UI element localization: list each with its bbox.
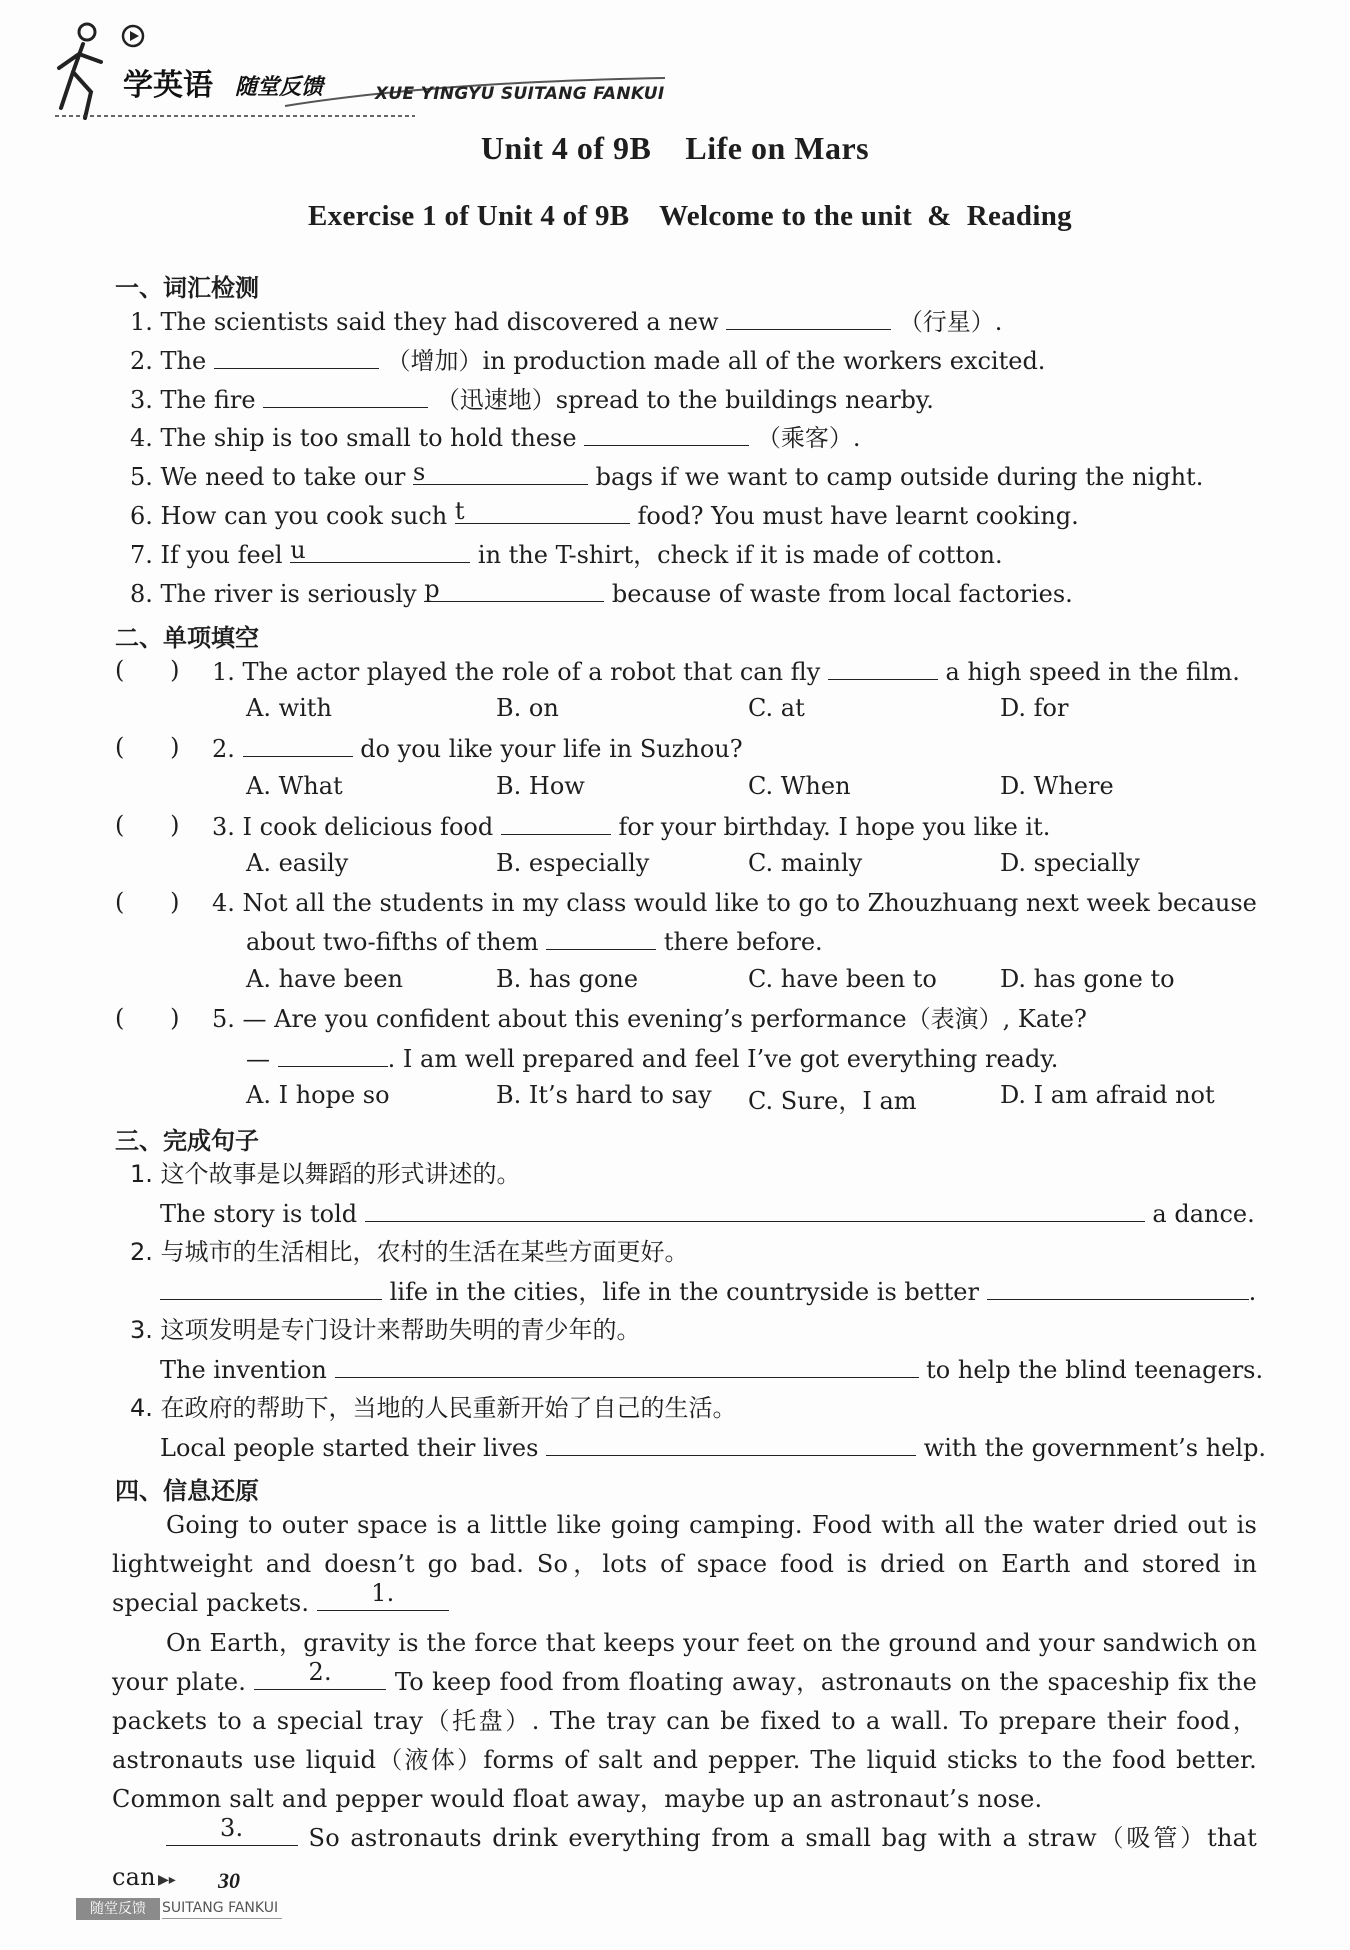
answer-blank[interactable] bbox=[726, 306, 891, 330]
answer-blank[interactable]: u bbox=[290, 539, 470, 563]
vocab-item-7: 7. If you feel u in the T-shirt，check if it is made of cotton. bbox=[130, 536, 1003, 569]
option-b: B. especially bbox=[496, 849, 650, 877]
answer-bracket[interactable]: ( ) bbox=[115, 733, 180, 761]
option-c: C. have been to bbox=[748, 965, 937, 993]
option-d: D. has gone to bbox=[1000, 965, 1175, 993]
footer-divider bbox=[162, 1918, 282, 1919]
mc-question-5-cont: — . I am well prepared and feel I’ve got everything ready. bbox=[246, 1045, 1059, 1073]
option-d: D. specially bbox=[1000, 849, 1140, 877]
page-number: 30 bbox=[218, 1868, 240, 1893]
answer-blank[interactable]: 1. bbox=[317, 1587, 449, 1611]
answer-bracket[interactable]: ( ) bbox=[115, 1004, 180, 1032]
vocab-item-8: 8. The river is seriously p because of waste from local factories. bbox=[130, 575, 1073, 608]
mc-question-2: 2. do you like your life in Suzhou? bbox=[212, 735, 743, 763]
vocab-item-1: 1. The scientists said they had discovered a new （行星）. bbox=[130, 308, 1003, 336]
answer-blank[interactable] bbox=[243, 733, 353, 757]
answer-blank[interactable]: p bbox=[424, 578, 604, 602]
answer-blank[interactable] bbox=[584, 422, 749, 446]
mc-question-4-cont: about two-fifths of them there before. bbox=[246, 928, 823, 956]
option-c: C. mainly bbox=[748, 849, 863, 877]
footer-label-chinese: 随堂反馈 bbox=[76, 1898, 160, 1920]
vocab-item-3: 3. The fire （迅速地）spread to the buildings nearby. bbox=[130, 386, 934, 414]
option-d: D. Where bbox=[1000, 772, 1114, 800]
mc-question-3: 3. I cook delicious food for your birthday. I hope you like it. bbox=[212, 813, 1051, 841]
answer-blank[interactable] bbox=[214, 345, 379, 369]
mc-question-5: 5. — Are you confident about this evening’s performance（表演）, Kate? bbox=[212, 1005, 1087, 1033]
header-logo bbox=[55, 22, 675, 132]
sentence-4-english: Local people started their lives with the government’s help. bbox=[160, 1434, 1267, 1462]
passage-paragraph-3: 3. So astronauts drink everything from a small bag with a straw（吸管）that can bbox=[112, 1814, 1257, 1891]
answer-bracket[interactable]: ( ) bbox=[115, 811, 180, 839]
option-b: B. has gone bbox=[496, 965, 639, 993]
sentence-3-chinese: 3. 这项发明是专门设计来帮助失明的青少年的。 bbox=[130, 1316, 641, 1344]
answer-blank[interactable] bbox=[987, 1276, 1249, 1300]
mc-question-4: 4. Not all the students in my class would like to go to Zhouzhuang next week because bbox=[212, 889, 1257, 917]
answer-blank[interactable] bbox=[501, 811, 611, 835]
option-a: A. easily bbox=[246, 849, 349, 877]
answer-bracket[interactable]: ( ) bbox=[115, 888, 180, 916]
option-a: A. with bbox=[246, 694, 332, 722]
sentence-3-english: The invention to help the blind teenagers. bbox=[160, 1356, 1264, 1384]
option-b: B. How bbox=[496, 772, 585, 800]
vocab-item-4: 4. The ship is too small to hold these （乘客）. bbox=[130, 424, 861, 452]
answer-blank[interactable] bbox=[546, 1432, 916, 1456]
vocab-item-2: 2. The （增加）in production made all of the workers excited. bbox=[130, 347, 1046, 375]
sentence-2-chinese: 2. 与城市的生活相比，农村的生活在某些方面更好。 bbox=[130, 1238, 689, 1266]
sentence-1-chinese: 1. 这个故事是以舞蹈的形式讲述的。 bbox=[130, 1160, 521, 1188]
mc-question-1: 1. The actor played the role of a robot that can fly a high speed in the film. bbox=[212, 658, 1240, 686]
sentence-1-english: The story is told a dance. bbox=[160, 1200, 1255, 1228]
sentence-2-english: life in the cities，life in the countryside is better . bbox=[160, 1276, 1256, 1307]
unit-title: Unit 4 of 9B Life on Mars bbox=[480, 130, 870, 166]
option-a: A. I hope so bbox=[246, 1081, 390, 1109]
vocab-item-6: 6. How can you cook such t food? You must have learnt cooking. bbox=[130, 497, 1079, 530]
option-b: B. It’s hard to say bbox=[496, 1081, 712, 1109]
vocab-item-5: 5. We need to take our s bags if we want to camp outside during the night. bbox=[130, 458, 1204, 491]
answer-blank[interactable] bbox=[546, 926, 656, 950]
section-heading-vocabulary: 一、词汇检测 bbox=[115, 274, 259, 302]
footer-label bbox=[76, 1898, 282, 1920]
answer-blank[interactable] bbox=[828, 656, 938, 680]
sentence-4-chinese: 4. 在政府的帮助下，当地的人民重新开始了自己的生活。 bbox=[130, 1394, 737, 1422]
passage-paragraph-1: Going to outer space is a little like going camping. Food with all the water dried out is lightweight and doesn’t go bad. So，lots of space food is dried on Earth and stored in special packets. 1. bbox=[112, 1511, 1257, 1617]
logo-chinese-sub: 随堂反馈 bbox=[235, 75, 324, 100]
footer-label-english: SUITANG FANKUI bbox=[162, 1900, 279, 1916]
option-d: D. for bbox=[1000, 694, 1069, 722]
answer-blank[interactable] bbox=[335, 1354, 919, 1378]
option-a: A. What bbox=[246, 772, 343, 800]
passage-paragraph-2: On Earth，gravity is the force that keeps your feet on the ground and your sandwich on your plate. 2. To keep food from floating away，astronauts on the spaceship fix the packets to a special tray（托盘）. The tray can be fixed to a wall. To prepare their food，astronauts use liquid（液体）forms of salt and pepper. The liquid sticks to the food better. Common salt and pepper would float away，maybe up an astronaut’s nose. bbox=[112, 1629, 1257, 1813]
logo-chinese: 学英语 bbox=[123, 68, 213, 103]
answer-blank[interactable] bbox=[365, 1198, 1145, 1222]
option-b: B. on bbox=[496, 694, 559, 722]
option-c: C. When bbox=[748, 772, 851, 800]
answer-blank[interactable] bbox=[278, 1043, 388, 1067]
page-arrow-icon: ▶▸ bbox=[158, 1872, 176, 1888]
answer-blank[interactable]: 2. bbox=[254, 1666, 386, 1690]
answer-blank[interactable]: 3. bbox=[166, 1822, 298, 1846]
answer-bracket[interactable]: ( ) bbox=[115, 656, 180, 684]
answer-blank[interactable] bbox=[263, 384, 428, 408]
section-heading-information-restore: 四、信息还原 bbox=[115, 1477, 259, 1505]
option-d: D. I am afraid not bbox=[1000, 1081, 1215, 1109]
option-a: A. have been bbox=[246, 965, 403, 993]
logo-english: XUE YINGYU SUITANG FANKUI bbox=[375, 84, 665, 104]
section-heading-multiple-choice: 二、单项填空 bbox=[115, 624, 259, 652]
answer-blank[interactable]: s bbox=[413, 461, 588, 485]
exercise-title: Exercise 1 of Unit 4 of 9B Welcome to the unit & Reading bbox=[308, 200, 1072, 232]
option-c: C. Sure，I am bbox=[748, 1087, 917, 1115]
section-heading-complete-sentences: 三、完成句子 bbox=[115, 1127, 259, 1155]
answer-blank[interactable]: t bbox=[455, 500, 630, 524]
option-c: C. at bbox=[748, 694, 805, 722]
answer-blank[interactable] bbox=[160, 1276, 382, 1300]
